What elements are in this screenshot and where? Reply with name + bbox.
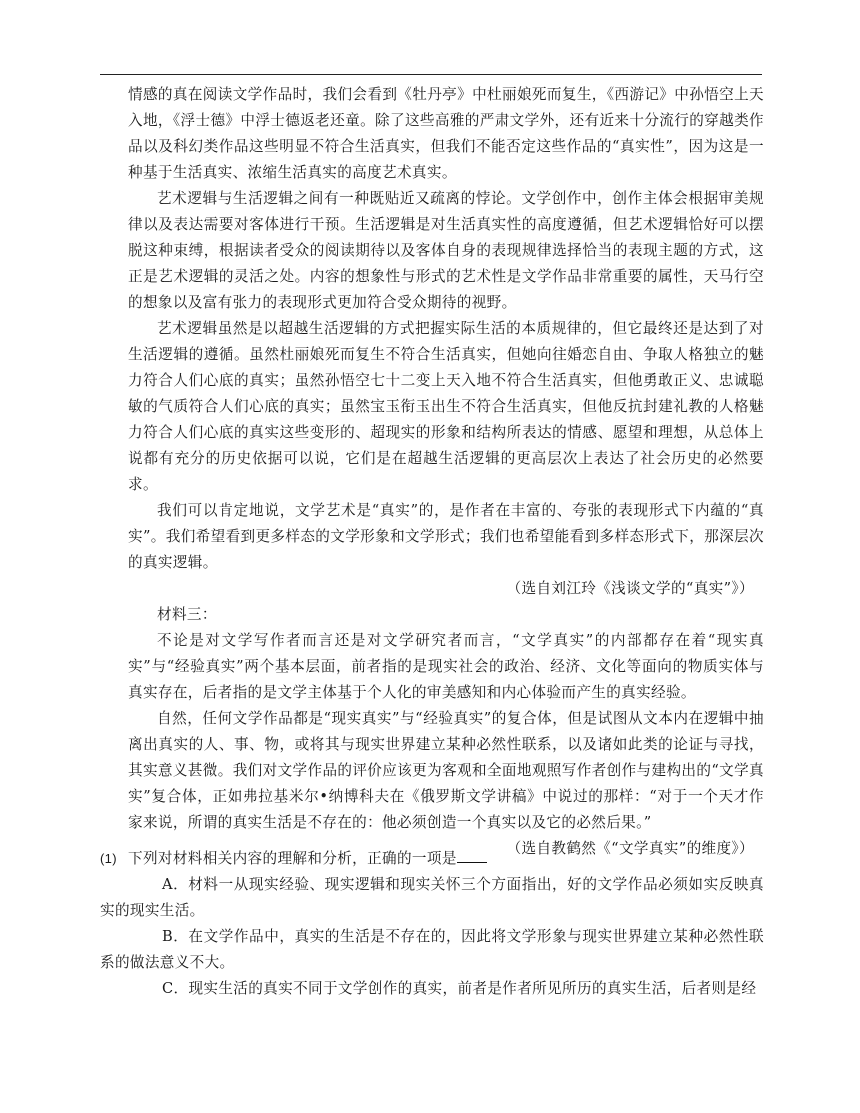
article-body [128, 82, 764, 862]
paragraph-3: 艺术逻辑虽然是以超越生活逻辑的方式把握实际生活的本质规律的，但它最终还是达到了对生活逻辑的遵循。虽然杜丽娘死而复生不符合生活真实，但她向往婚恋自由、争取人格独立的魅力符合人们心底的真实；虽然孙悟空七十二变上天入地不符合生活真实，但他勇敢正义、忠诚聪敏的气质符合人们心底的真实；虽然宝玉衔玉出生不符合生活真实，但他反抗封建礼教的人格魅力符合人们心底的真实这些变形的、超现实的形象和结构所表达的情感、愿望和理想，从总体上说都有充分的历史依据可以说，它们是在超越生活逻辑的更高层次上表达了社会历史的必然要求。 [128, 320, 764, 493]
option-a: A．材料一从现实经验、现实逻辑和现实关怀三个方面指出，好的文学作品必须如实反映真实的现实生活。 [100, 876, 764, 919]
paragraph-2: 艺术逻辑与生活逻辑之间有一种既贴近又疏离的悖论。文学创作中，创作主体会根据审美规律以及表达需要对客体进行干预。生活逻辑是对生活真实性的高度遵循，但艺术逻辑恰好可以摆脱这种束缚，根据读者受众的阅读期待以及客体自身的表现规律选择恰当的表现主题的方式，这正是艺术逻辑的灵活之处。内容的想象性与形式的艺术性是文学作品非常重要的属性，天马行空的想象以及富有张力的表现形式更加符合受众期待的视野。 [128, 190, 764, 311]
question-stem [100, 846, 764, 872]
paragraph-1: 情感的真在阅读文学作品时，我们会看到《牡丹亭》中杜丽娘死而复生，《西游记》中孙悟空上天入地，《浮士德》中浮士德返老还童。除了这些高雅的严肃文学外，还有近来十分流行的穿越类作品以及科幻类作品这些明显不符合生活真实，但我们不能否定这些作品的“真实性”，因为这是一种基于生活真实、浓缩生活真实的高度艺术真实。 [128, 86, 764, 181]
material-3-label: 材料三： [157, 606, 217, 623]
header-rule [100, 74, 762, 75]
source-citation-3: （选自教鹤然《“文学真实”的维度》） [506, 840, 754, 857]
material-3-paragraph-2: 自然，任何文学作品都是“现实真实”与“经验真实”的复合体，但是试图从文本内在逻辑中抽离出真实的人、事、物，或将其与现实世界建立某种必然性联系，以及诸如此类的论证与寻找，其实意义甚微。我们对文学作品的评价应该更为客观和全面地观照写作者创作与建构出的“文学真实”复合体，正如弗拉基米尔•纳博科夫在《俄罗斯文学讲稿》中说过的那样：“对于一个天才作家来说，所谓的真实生活是不存在的：他必须创造一个真实以及它的必然后果。” [128, 710, 764, 831]
question-1 [100, 846, 764, 1002]
paragraph-4: 我们可以肯定地说，文学艺术是“真实”的，是作者在丰富的、夸张的表现形式下内蕴的“真实”。我们希望看到更多样态的文学形象和文学形式；我们也希望能看到多样态形式下，那深层次的真实逻辑。 [128, 502, 764, 571]
option-c: C．现实生活的真实不同于文学创作的真实，前者是作者所见所历的真实生活，后者则是经 [162, 980, 757, 997]
answer-blank[interactable] [457, 848, 487, 863]
source-citation-2: （选自刘江玲《浅谈文学的“真实”》） [506, 580, 754, 597]
material-3-paragraph-1: 不论是对文学写作者而言还是对文学研究者而言，“文学真实”的内部都存在着“现实真实”与“经验真实”两个基本层面，前者指的是现实社会的政治、经济、文化等面向的物质实体与真实存在，后者指的是文学主体基于个人化的审美感知和内心体验而产生的真实经验。 [128, 632, 764, 701]
question-number: (1) [100, 851, 117, 866]
question-stem-text: 下列对材料相关内容的理解和分析，正确的一项是 [128, 850, 457, 867]
option-b: B．在文学作品中，真实的生活是不存在的，因此将文学形象与现实世界建立某种必然性联系的做法意义不大。 [100, 928, 764, 971]
